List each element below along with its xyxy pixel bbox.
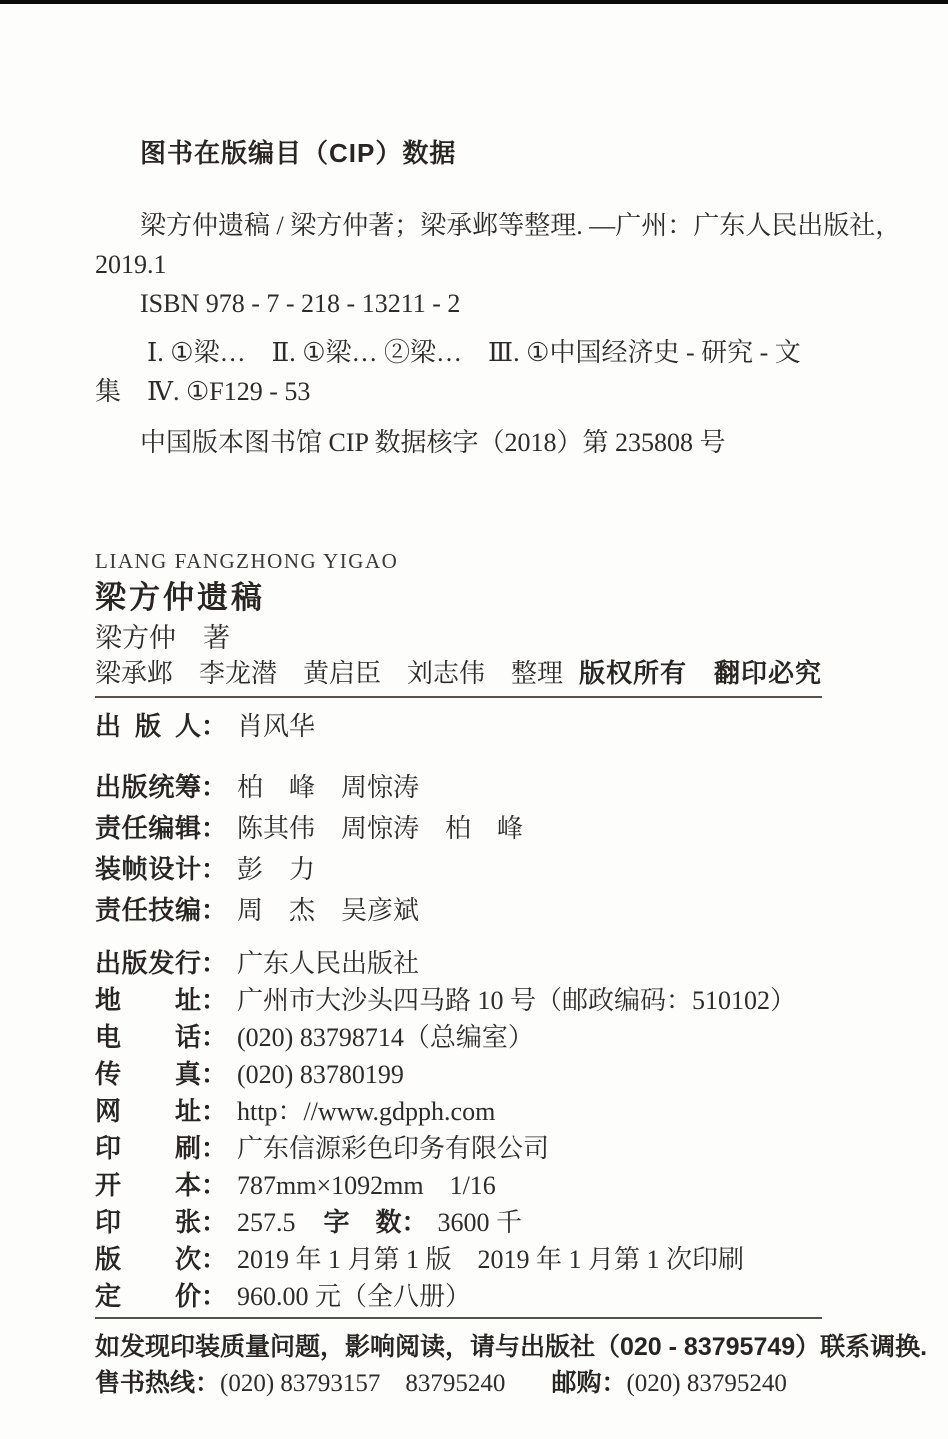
row-colon: ：: [201, 854, 228, 884]
row-label: 电话: [95, 1022, 201, 1052]
mail-order-label: 邮购: [551, 1369, 602, 1397]
divider-rule-bottom: [95, 1317, 822, 1319]
row-value: 787mm×1092mm 1/16: [237, 1171, 496, 1200]
row-colon: ：: [201, 1059, 228, 1089]
divider-rule-top: [95, 696, 822, 698]
publishing-row: [95, 982, 920, 1019]
editors-names: 梁承邺 李龙潜 黄启臣 刘志伟 整理: [95, 659, 564, 688]
row-colon: ：: [401, 1207, 428, 1237]
cip-heading: 图书在版编目（CIP）数据: [140, 138, 457, 168]
staff-row: [95, 890, 920, 931]
cip-entry-block: [95, 206, 920, 323]
quality-notice: 如发现印装质量问题，影响阅读，请与出版社（020 - 83795749）联系调换.: [95, 1333, 928, 1361]
row-value: 柏 峰 周惊涛: [237, 773, 420, 802]
row-value: http：//www.gdpph.com: [237, 1097, 496, 1126]
editors-row: [95, 657, 822, 690]
row-value: 彭 力: [237, 855, 316, 884]
publishing-row: [95, 1056, 920, 1093]
cip-entry-line2: 2019.1: [95, 250, 167, 279]
row-colon: ：: [201, 1096, 228, 1126]
staff-row: [95, 849, 920, 890]
row-colon: ：: [201, 948, 228, 978]
publishing-row-sheets-words: [95, 1204, 920, 1241]
row-label: 版次: [95, 1244, 201, 1274]
book-title: 梁方仲遗稿: [95, 580, 265, 615]
word-count-label: 字 数: [323, 1207, 402, 1237]
romanized-title: LIANG FANGZHONG YIGAO: [95, 549, 399, 573]
row-value: 广东人民出版社: [237, 949, 420, 978]
hotline-label: 售书热线: [95, 1369, 196, 1397]
row-label: 装帧设计: [95, 854, 201, 884]
row-label: 出版统筹: [95, 772, 201, 802]
row-label: 地址: [95, 985, 201, 1015]
copyright-notice: 版权所有 翻印必究: [578, 658, 822, 688]
staff-block: [95, 767, 920, 931]
row-value: 陈其伟 周惊涛 柏 峰: [237, 814, 524, 843]
row-value: 肖风华: [237, 712, 316, 741]
cip-classification-block: [95, 333, 920, 411]
colophon-page: [0, 136, 948, 1400]
cip-record-line: 中国版本图书馆 CIP 数据核字（2018）第 235808 号: [140, 428, 726, 457]
row-label: 网址: [95, 1096, 201, 1126]
row-value: (020) 83780199: [237, 1060, 404, 1089]
row-value: 周 杰 吴彦斌: [237, 896, 420, 925]
publishing-row: [95, 1130, 920, 1167]
row-value: 广州市大沙头四马路 10 号（邮政编码：510102）: [237, 986, 797, 1015]
cip-entry-line1: 梁方仲遗稿 / 梁方仲著；梁承邺等整理. —广州：广东人民出版社，: [140, 211, 902, 240]
isbn-line: ISBN 978 - 7 - 218 - 13211 - 2: [140, 289, 461, 318]
row-colon: ：: [201, 1207, 228, 1237]
publishing-row: [95, 945, 920, 982]
staff-row: [95, 808, 920, 849]
row-label: 出版发行: [95, 948, 201, 978]
row-colon: ：: [201, 1244, 228, 1274]
row-label: 责任编辑: [95, 813, 201, 843]
hotline-row: [95, 1367, 920, 1400]
row-label: 开本: [95, 1170, 201, 1200]
publishing-block: [95, 945, 920, 1315]
hotline-numbers: (020) 83793157 83795240: [220, 1370, 506, 1397]
mail-order-number: (020) 83795240: [626, 1370, 787, 1397]
row-colon: ：: [201, 895, 228, 925]
row-value: 960.00 元（全八册）: [237, 1282, 472, 1311]
row-label: 印刷: [95, 1133, 201, 1163]
row-colon: ：: [601, 1369, 627, 1397]
row-label: 出版人: [95, 711, 201, 741]
row-colon: ：: [201, 1133, 228, 1163]
publishing-row: [95, 1278, 920, 1315]
row-label: 印张: [95, 1207, 201, 1237]
row-colon: ：: [201, 1281, 228, 1311]
row-colon: ：: [201, 985, 228, 1015]
row-colon: ：: [201, 772, 228, 802]
row-colon: ：: [195, 1369, 221, 1397]
word-count-value: 3600 千: [437, 1208, 523, 1237]
row-colon: ：: [201, 813, 228, 843]
row-value: 257.5: [237, 1208, 296, 1237]
row-colon: ：: [201, 711, 228, 741]
row-colon: ：: [201, 1170, 228, 1200]
staff-row: [95, 767, 920, 808]
cip-class-line2: 集 Ⅳ. ①F129 - 53: [95, 377, 311, 406]
publishing-row: [95, 1241, 920, 1278]
row-label: 定价: [95, 1281, 201, 1311]
row-value: (020) 83798714（总编室）: [237, 1023, 534, 1052]
publishing-row: [95, 1093, 920, 1130]
row-label: 传真: [95, 1059, 201, 1089]
publishing-row: [95, 1167, 920, 1204]
author-line: 梁方仲 著: [95, 623, 230, 653]
scan-top-edge: [0, 0, 948, 4]
row-value: 广东信源彩色印务有限公司: [237, 1134, 550, 1163]
publisher-person-row: [95, 708, 920, 745]
row-value: 2019 年 1 月第 1 版 2019 年 1 月第 1 次印刷: [237, 1245, 745, 1274]
row-label: 责任技编: [95, 895, 201, 925]
cip-class-line1: Ⅰ. ①梁… Ⅱ. ①梁… ②梁… Ⅲ. ①中国经济史 - 研究 - 文: [147, 338, 801, 367]
row-colon: ：: [201, 1022, 228, 1052]
publishing-row: [95, 1019, 920, 1056]
